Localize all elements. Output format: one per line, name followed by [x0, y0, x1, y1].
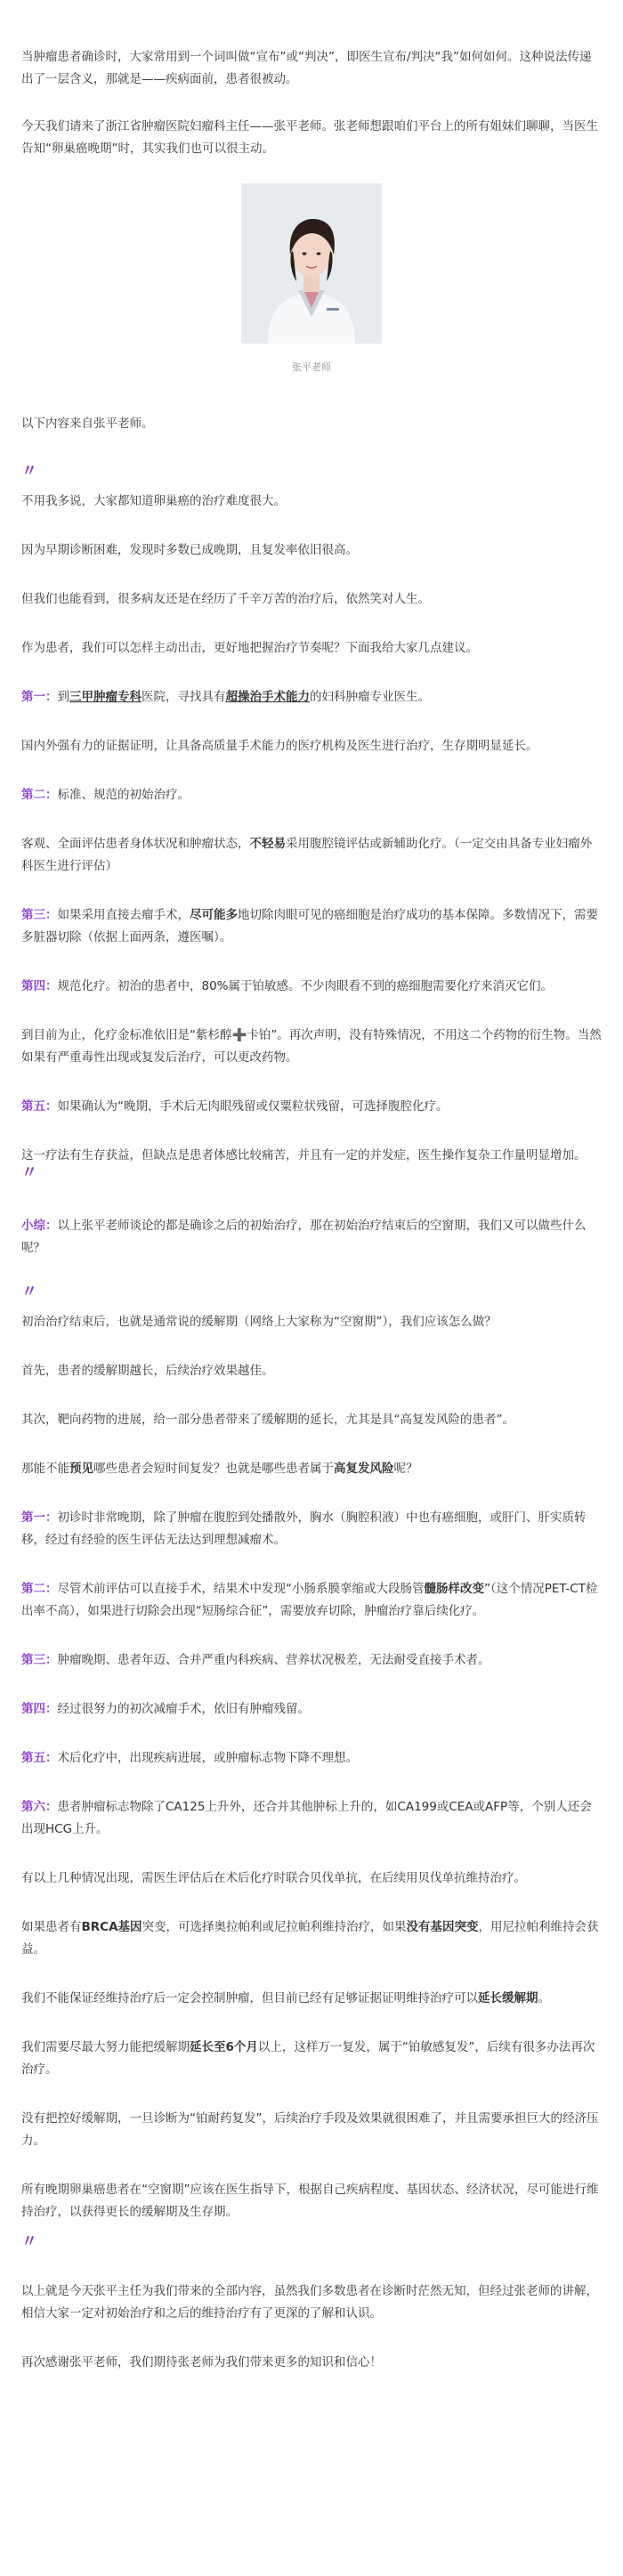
advice-fourth-note: 到目前为止，化疗金标准依旧是“紫杉醇➕卡铂”。再次声明，没有特殊情况，不用这二个药物的衍生物。当然如果有严重毒性出现或复发后治疗，可以更改药物。: [21, 1028, 602, 1065]
source-line: 以下内容来自张平老师。: [21, 417, 154, 431]
risk-first-label: 第一：: [21, 1511, 58, 1525]
advice-first-emphasis-2: 超操治手术能力: [225, 690, 310, 704]
s1-paragraph-1: 不用我多说，大家都知道卵巢癌的治疗难度很大。: [21, 494, 286, 508]
s1-paragraph-3: 但我们也能看到，很多病友还是在经历了千辛万苦的治疗后，依然笑对人生。: [21, 592, 430, 606]
doctor-photo: [241, 183, 382, 344]
advice-first-label: 第一：: [21, 690, 58, 704]
risk-third: 第三：肿瘤晚期、患者年迈、合并严重内科疾病、营养状况极差，无法耐受直接手术者。: [21, 1653, 490, 1667]
s2-paragraph-7: 我们不能保证经维持治疗后一定会控制肿瘤，但目前已经有足够证据证明维持治疗可以延长缓解期。: [21, 1991, 550, 2005]
portrait-illustration: [241, 183, 382, 344]
s1-paragraph-4: 作为患者，我们可以怎样主动出击，更好地把握治疗节奏呢？下面我给大家几点建议。: [21, 641, 478, 655]
risk-first: 第一：初诊时非常晚期，除了肿瘤在腹腔到处播散外，胸水（胸腔积液）中也有癌细胞，或肝门、肝实质转移，经过有经验的医生评估无法达到理想减瘤术。: [21, 1511, 587, 1547]
risk-sixth-label: 第六：: [21, 1800, 58, 1814]
s2-paragraph-10: 所有晚期卵巢癌患者在“空窗期”应该在医生指导下，根据自己疾病程度、基因状态、经济状况，尽可能进行维持治疗，以获得更长的缓解期及生存期。: [21, 2183, 599, 2219]
advice-fourth-label: 第四：: [21, 979, 58, 993]
risk-sixth: 第六：患者肿瘤标志物除了CA125上升外，还合并其他肿标上升的，如CA199或CEA或AFP等，个别人还会出现HCG上升。: [21, 1800, 592, 1836]
advice-second-note: 客观、全面评估患者身体状况和肿瘤状态，不轻易采用腹腔镜评估或新辅助化疗。（一定交由具备专业妇瘤外科医生进行评估）: [21, 837, 593, 873]
intro-paragraph-1: 当肿瘤患者确诊时，大家常用到一个词叫做“宣布”或“判决”，即医生宣布/判决“我”如何如何。这种说法传递出了一层含义，那就是——疾病面前，患者很被动。: [21, 50, 592, 86]
s2-paragraph-3: 其次，靶向药物的进展，给一部分患者带来了缓解期的延长，尤其是具“高复发风险的患者”。: [21, 1413, 514, 1427]
risk-fourth: 第四：经过很努力的初次减瘤手术，依旧有肿瘤残留。: [21, 1702, 310, 1716]
closing-paragraph-2: 再次感谢张平老师，我们期待张老师为我们带来更多的知识和信心！: [21, 2355, 382, 2369]
risk-third-label: 第三：: [21, 1653, 58, 1667]
advice-first: 第一：到三甲肿瘤专科医院，寻找具有超操治手术能力的妇科肿瘤专业医生。: [21, 690, 430, 704]
s2-paragraph-2: 首先，患者的缓解期越长，后续治疗效果越佳。: [21, 1364, 274, 1378]
s2-paragraph-4: 那能不能预见哪些患者会短时间复发？也就是哪些患者属于高复发风险呢？: [21, 1462, 418, 1476]
intro-paragraph-2: 今天我们请来了浙江省肿瘤医院妇瘤科主任——张平老师。张老师想跟咱们平台上的所有姐妹们聊聊，当医生告知“卵巢癌晚期”时，其实我们也可以很主动。: [21, 119, 598, 156]
s2-paragraph-8: 我们需要尽最大努力能把缓解期延长至6个月以上，这样万一复发，属于“铂敏感复发”，后续有很多办法再次治疗。: [21, 2040, 595, 2077]
risk-second-label: 第二：: [21, 1582, 58, 1596]
quote-mark-icon: 〃: [21, 2232, 36, 2251]
closing-paragraph-1: 以上就是今天张平主任为我们带来的全部内容，虽然我们多数患者在诊断时茫然无知，但经过张老师的讲解，相信大家一定对初始治疗和之后的维持治疗有了更深的了解和认识。: [21, 2284, 598, 2321]
advice-second-label: 第二：: [21, 788, 58, 802]
advice-fifth-note: 这一疗法有生存获益，但缺点是患者体感比较痛苦，并且有一定的并发症，医生操作复杂工作量明显增加。: [21, 1148, 587, 1162]
advice-fourth: 第四：规范化疗。初治的患者中，80%属于铂敏感。不少肉眼看不到的癌细胞需要化疗来消灭它们。: [21, 979, 554, 993]
risk-fifth-label: 第五：: [21, 1751, 58, 1765]
advice-fifth-label: 第五：: [21, 1099, 58, 1114]
advice-first-note: 国内外强有力的证据证明，让具备高质量手术能力的医疗机构及医生进行治疗，生存期明显延长。: [21, 739, 538, 753]
advice-third: 第三：如果采用直接去瘤手术，尽可能多地切除肉眼可见的癌细胞是治疗成功的基本保障。多数情况下，需要多脏器切除（依据上面两条，遵医嘱）。: [21, 908, 598, 944]
s2-paragraph-6: 如果患者有BRCA基因突变，可选择奥拉帕利或尼拉帕利维持治疗，如果没有基因突变，用尼拉帕利维持会获益。: [21, 1920, 599, 1956]
advice-third-label: 第三：: [21, 908, 58, 922]
s1-paragraph-2: 因为早期诊断困难，发现时多数已成晚期，且复发率依旧很高。: [21, 543, 358, 557]
photo-caption: 张平老师: [292, 361, 331, 373]
advice-second: 第二：标准、规范的初始治疗。: [21, 788, 190, 802]
s2-paragraph-1: 初治治疗结束后，也就是通常说的缓解期（网络上大家称为“空窗期”），我们应该怎么做？: [21, 1315, 497, 1329]
s2-paragraph-5: 有以上几种情况出现，需医生评估后在术后化疗时联合贝伐单抗，在后续用贝伐单抗维持治疗。: [21, 1871, 526, 1885]
s2-paragraph-9: 没有把控好缓解期，一旦诊断为“铂耐药复发”，后续治疗手段及效果就很困难了，并且需要承担巨大的经济压力。: [21, 2111, 599, 2148]
interlude-summary: 小综：以上张平老师谈论的都是确诊之后的初始治疗，那在初始治疗结束后的空窗期，我们又可以做些什么呢？: [21, 1219, 587, 1255]
interlude-label: 小综：: [21, 1219, 58, 1233]
quote-mark-icon: 〃: [21, 1283, 36, 1301]
quote-mark-icon: 〃: [21, 1163, 36, 1182]
advice-first-emphasis-1: 三甲肿瘤专科: [69, 690, 142, 704]
risk-second: 第二：尽管术前评估可以直接手术，结果术中发现“小肠系膜挛缩或大段肠管髓肠样改变”（这个情况PET-CT检出率不高），如果进行切除会出现“短肠综合征”，需要放弃切除，肿瘤治疗靠后续化疗。: [21, 1582, 598, 1618]
quote-mark-icon: 〃: [21, 462, 36, 481]
risk-fifth: 第五：术后化疗中，出现疾病进展，或肿瘤标志物下降不理想。: [21, 1751, 358, 1765]
risk-fourth-label: 第四：: [21, 1702, 58, 1716]
advice-fifth: 第五：如果确认为“晚期，手术后无肉眼残留或仅粟粒状残留，可选择腹腔化疗。: [21, 1099, 449, 1114]
doctor-figure: [21, 183, 602, 374]
